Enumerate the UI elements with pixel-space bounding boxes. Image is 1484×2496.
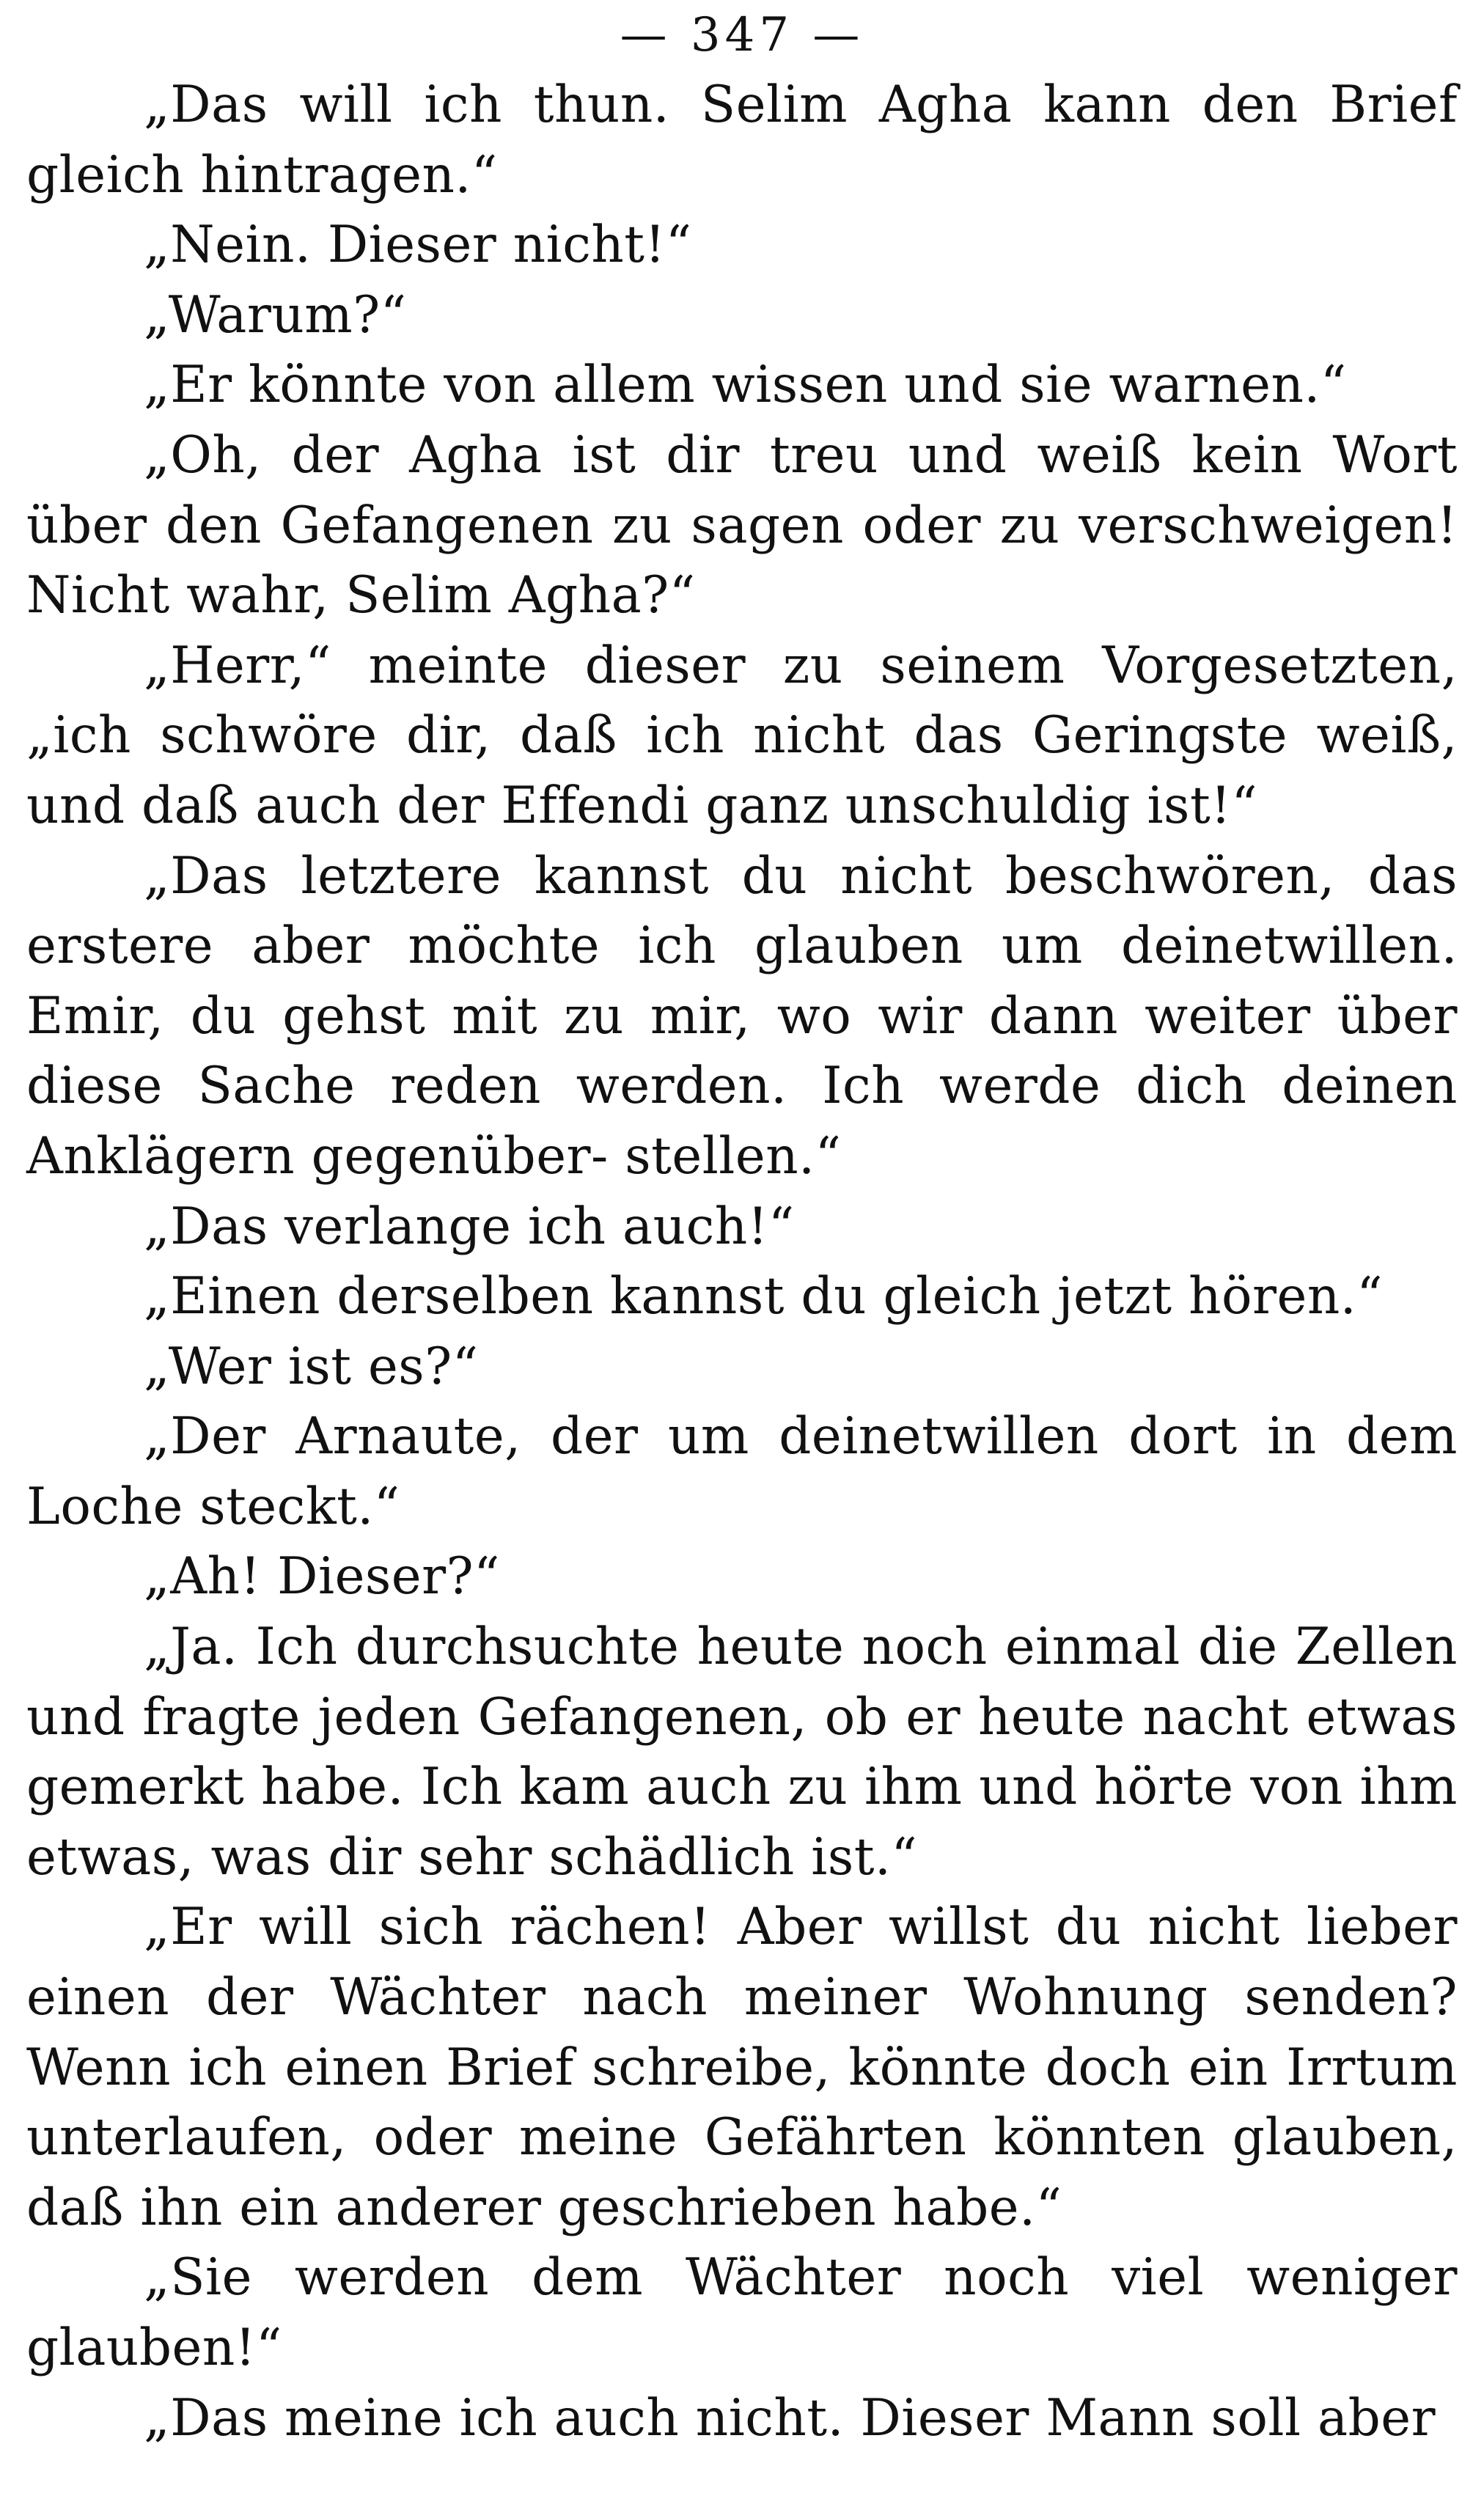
paragraph: „Das meine ich auch nicht. Dieser Mann soll aber (144, 2388, 1436, 2448)
paragraph: „Das verlange ich auch!“ (144, 1197, 795, 1256)
paragraph: „Warum?“ (144, 285, 407, 345)
paragraph: „Ja. Ich durchsuchte heute noch einmal die Zellen und fragte jeden Gefangenen, ob er heute nacht etwas gemerkt habe. Ich kam auch zu ihm und hörte von ihm etwas, was dir sehr schädlich ist.“ (26, 1618, 1458, 1887)
paragraph: „Er könnte von allem wissen und sie warnen.“ (144, 356, 1347, 415)
paragraph: „Herr,“ meinte dieser zu seinem Vorgesetzten, „ich schwöre dir, daß ich nicht das Geringste weiß, und daß auch der Effendi ganz unschuldig ist!“ (26, 636, 1458, 835)
paragraph: „Nein. Dieser nicht!“ (144, 216, 692, 275)
body-text (26, 70, 1458, 2453)
paragraph: „Das letztere kannst du nicht beschwören, das erstere aber möchte ich glauben um deinetwillen. Emir, du gehst mit zu mir, wo wir dann weiter über diese Sache reden werden. Ich werde dich deinen Anklägern gegenüber- stellen.“ (26, 846, 1458, 1186)
paragraph: „Wer ist es?“ (144, 1337, 479, 1396)
paragraph: „Das will ich thun. Selim Agha kann den Brief gleich hintragen.“ (26, 76, 1458, 205)
paragraph: „Der Arnaute, der um deinetwillen dort in dem Loche steckt.“ (26, 1407, 1458, 1536)
book-page (26, 0, 1458, 2496)
paragraph: „Er will sich rächen! Aber willst du nicht lieber einen der Wächter nach meiner Wohnung senden? Wenn ich einen Brief schreibe, könnte doch ein Irrtum unterlaufen, oder meine Gefährten könnten glauben, daß ihn ein anderer geschrieben habe.“ (26, 1898, 1458, 2237)
paragraph: „Oh, der Agha ist dir treu und weiß kein Wort über den Gefangenen zu sagen oder zu verschweigen! Nicht wahr, Selim Agha?“ (26, 425, 1458, 625)
paragraph: „Ah! Dieser?“ (144, 1547, 500, 1607)
page-number: — 347 — (620, 8, 864, 62)
paragraph: „Sie werden dem Wächter noch viel weniger glauben!“ (26, 2248, 1458, 2377)
paragraph: „Einen derselben kannst du gleich jetzt hören.“ (144, 1267, 1384, 1326)
